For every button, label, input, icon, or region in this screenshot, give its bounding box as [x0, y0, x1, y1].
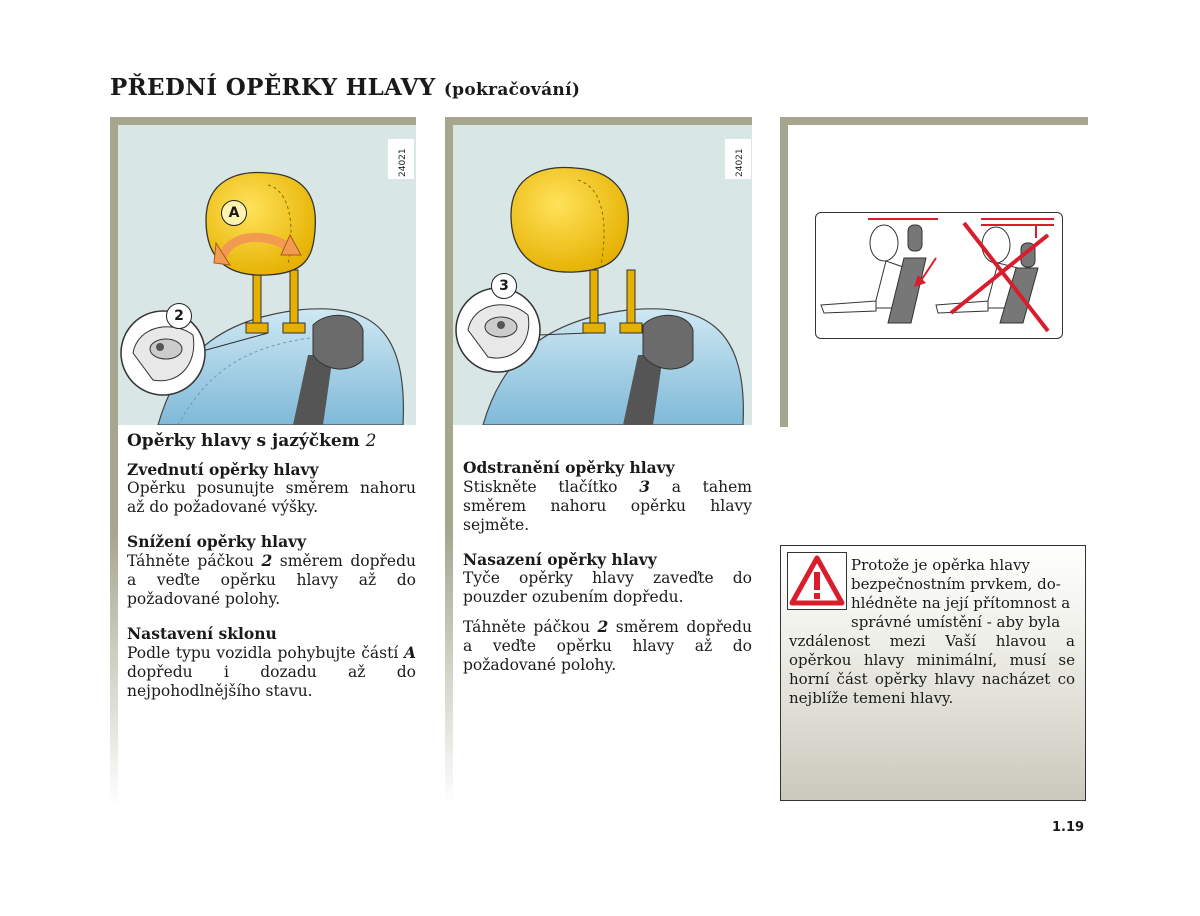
warning-text-top [851, 556, 1075, 632]
subheading-raise: Zvednutí opěrky hlavy [127, 460, 319, 479]
column1-side-band [110, 117, 118, 807]
warning-icon [787, 552, 847, 610]
text: Podle typu vozidla pohybujte částí [127, 644, 404, 662]
column2-text [463, 458, 752, 690]
text: dopředu i dozadu až do nejpohodlnějšího stavu. [127, 663, 416, 700]
headrest-position-diagram [816, 213, 1062, 338]
subheading-remove: Odstranění opěrky hlavy [463, 458, 675, 477]
paragraph-fit-lever [463, 617, 752, 675]
paragraph-lower [127, 551, 416, 609]
page-title [110, 74, 580, 101]
warning-line: bezpečnostním prvkem, do- [851, 575, 1061, 593]
paragraph-remove [463, 477, 752, 535]
subheading-lower: Snížení opěrky hlavy [127, 532, 307, 551]
subheading-fit: Nasazení opěrky hlavy [463, 550, 657, 569]
warning-box [780, 545, 1086, 801]
page-number: 1.19 [1052, 820, 1085, 835]
callout-label-a: A [221, 200, 247, 226]
warning-line: hlédněte na její přítomnost a [851, 594, 1071, 612]
figure-code: 24021 [735, 148, 745, 177]
figure-headrest-adjust [118, 125, 416, 425]
figure-code: 24021 [398, 148, 408, 177]
paragraph-fit: Tyče opěrky hlavy zaveďte do pouzder ozubením dopředu. [463, 569, 752, 606]
ref-number: 2 [261, 551, 273, 570]
text: Stiskněte tlačítko [463, 478, 640, 496]
text: směrem dopředu a veďte opěrku hlavy až do požadované polohy. [463, 618, 752, 674]
callout-label-2: 2 [166, 303, 192, 329]
ref-number: 2 [597, 617, 609, 636]
title-main: PŘEDNÍ OPĚRKY HLAVY [110, 74, 436, 101]
text: směrem dopředu a veďte opěrku hlavy až do požadované polohy. [127, 552, 416, 608]
column3-top-band [780, 117, 1088, 125]
text: a tahem směrem nahoru opěrku hlavy sejměte. [463, 478, 752, 534]
figure-headrest-remove [453, 125, 752, 425]
ref-letter: A [403, 643, 416, 662]
figure-headrest-position [815, 212, 1063, 339]
column3-side-band [780, 117, 788, 427]
section-heading [127, 432, 416, 451]
text: Táhněte páčkou [127, 552, 262, 570]
column1-top-band [110, 117, 416, 125]
column2-top-band [445, 117, 752, 125]
subheading-tilt: Nastavení sklonu [127, 624, 277, 643]
warning-line: Protože je opěrka hlavy [851, 556, 1031, 574]
warning-text-body: vzdálenost mezi Vaší hlavou a opěrkou hlavy minimální, musí se horní část opěrky hlavy nacházet co nejblíže temeni hlavy. [789, 632, 1075, 707]
headrest-adjust-illustration [118, 125, 416, 425]
text: Táhněte páčkou [463, 618, 598, 636]
ref-number: 3 [639, 477, 650, 496]
heading-number: 2 [365, 431, 377, 451]
column1-text [127, 432, 416, 716]
paragraph-tilt [127, 643, 416, 701]
paragraph-raise: Opěrku posunujte směrem nahoru až do požadované výšky. [127, 479, 416, 516]
warning-line: správné umístění - aby byla [851, 613, 1061, 631]
column2-side-band [445, 117, 453, 807]
title-continued: (pokračování) [443, 80, 581, 100]
heading-text: Opěrky hlavy s jazýčkem [127, 431, 360, 451]
callout-label-3: 3 [491, 273, 517, 299]
